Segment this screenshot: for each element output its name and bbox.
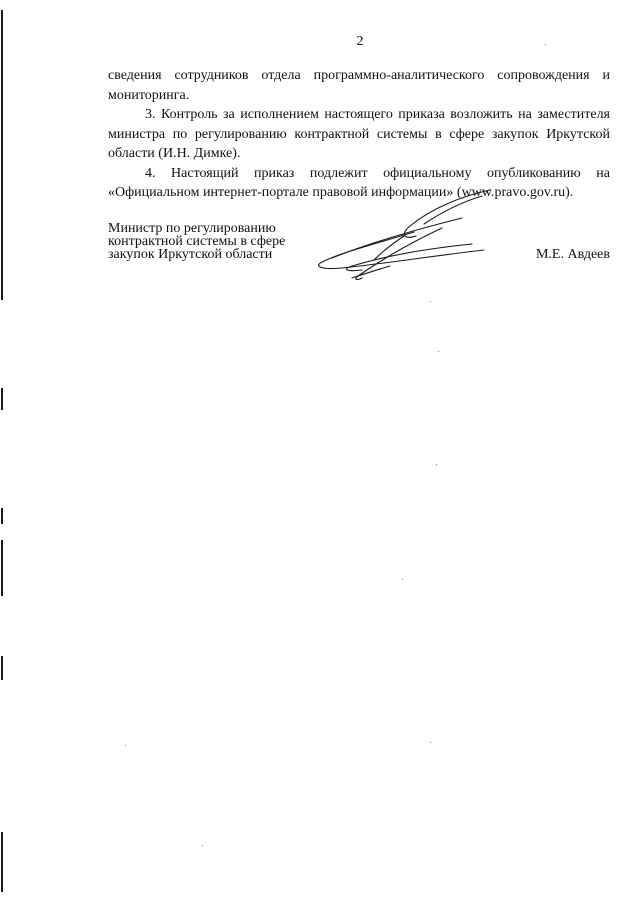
paragraph-continuation: сведения сотрудников отдела программно-аналитического сопровождения и мониторинга. <box>108 68 610 103</box>
scan-edge-mark <box>1 10 3 300</box>
scan-edge-mark <box>1 656 3 680</box>
scan-speck <box>430 301 431 302</box>
scan-speck <box>438 351 439 352</box>
scan-speck <box>430 742 431 743</box>
scan-speck <box>545 44 546 45</box>
scan-speck <box>402 579 403 580</box>
handwritten-signature-icon <box>312 188 492 284</box>
signer-title <box>108 222 306 261</box>
signer-title-line: закупок Иркутской области <box>108 247 273 262</box>
signer-title-line: контрактной системы в сфере <box>108 234 286 249</box>
scan-edge-mark <box>1 540 3 596</box>
scan-edge-mark <box>1 508 3 524</box>
scan-speck <box>436 464 437 465</box>
paragraph-item-4: 4. Настоящий приказ подлежит официальному опубликованию на «Официальном интернет-портале правовой информации» (www.pravo.gov.ru). <box>108 165 610 200</box>
scan-edge-mark <box>1 832 3 892</box>
page-number: 2 <box>356 34 364 49</box>
document-body <box>108 66 610 203</box>
paragraph-item-3: 3. Контроль за исполнением настоящего приказа возложить на заместителя министра по регулированию контрактной системы в сфере закупок Иркутской области (И.Н. Димке). <box>108 107 610 161</box>
signature-block <box>108 222 610 282</box>
scan-edge-mark <box>1 388 3 410</box>
signer-name: М.Е. Авдеев <box>535 247 610 262</box>
scan-speck <box>202 845 203 846</box>
scan-speck <box>125 745 126 746</box>
signer-title-line: Министр по регулированию <box>108 221 276 236</box>
